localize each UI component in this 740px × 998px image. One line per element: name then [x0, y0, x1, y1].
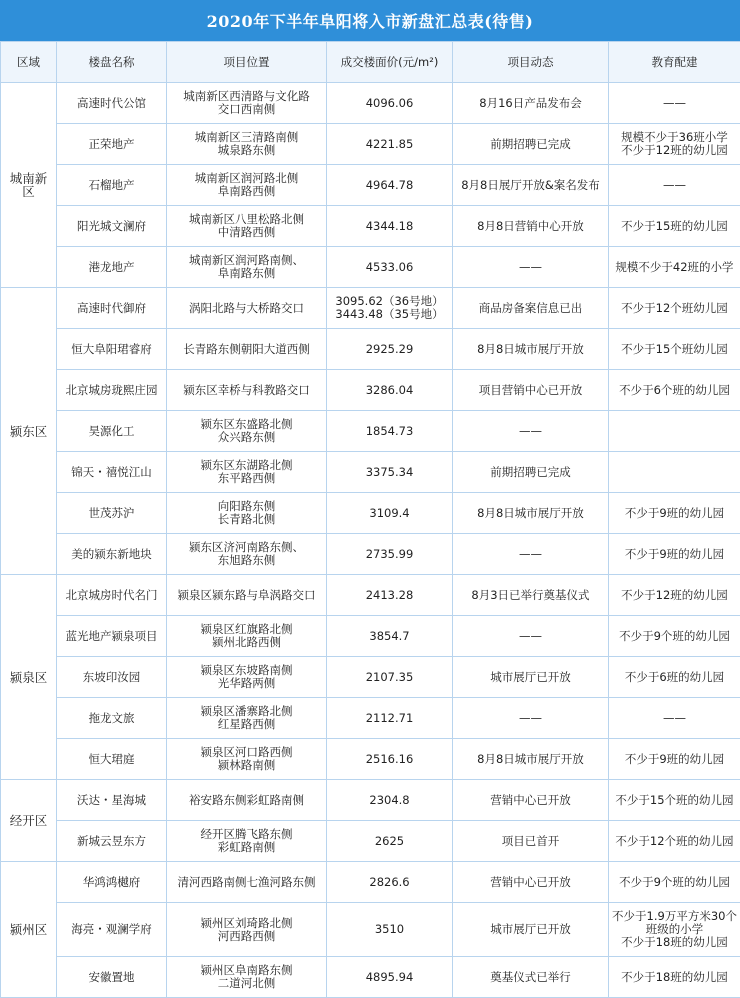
price-cell: 3095.62（36号地） 3443.48（35号地） [327, 288, 453, 329]
location-cell: 裕安路东侧彩虹路南侧 [167, 780, 327, 821]
project-name-cell: 正荣地产 [57, 124, 167, 165]
status-cell: 8月8日城市展厅开放 [453, 493, 609, 534]
status-cell: —— [453, 411, 609, 452]
education-cell: 不少于9班的幼儿园 [609, 534, 740, 575]
status-cell: 城市展厅已开放 [453, 657, 609, 698]
education-cell: —— [609, 83, 740, 124]
table-row [1, 821, 740, 862]
header-status: 项目动态 [453, 42, 609, 83]
table-body [1, 83, 740, 998]
status-cell: —— [453, 247, 609, 288]
status-cell: —— [453, 534, 609, 575]
price-cell: 3854.7 [327, 616, 453, 657]
price-cell: 4533.06 [327, 247, 453, 288]
table-row [1, 288, 740, 329]
district-cell: 颍东区 [1, 288, 57, 575]
education-cell: —— [609, 165, 740, 206]
price-cell: 4221.85 [327, 124, 453, 165]
price-cell: 2826.6 [327, 862, 453, 903]
header-row [1, 42, 740, 83]
project-name-cell: 海亮・观澜学府 [57, 903, 167, 957]
project-name-cell: 阳光城文澜府 [57, 206, 167, 247]
table-row [1, 83, 740, 124]
price-cell: 4895.94 [327, 957, 453, 998]
project-name-cell: 恒大珺庭 [57, 739, 167, 780]
price-cell: 4344.18 [327, 206, 453, 247]
status-cell: 前期招聘已完成 [453, 452, 609, 493]
price-cell: 4096.06 [327, 83, 453, 124]
price-cell: 2107.35 [327, 657, 453, 698]
table-title: 2020年下半年阜阳将入市新盘汇总表(待售) [0, 0, 740, 41]
status-cell: 商品房备案信息已出 [453, 288, 609, 329]
header-district: 区域 [1, 42, 57, 83]
table-row [1, 247, 740, 288]
location-cell: 颍泉区红旗路北侧 颍州北路西侧 [167, 616, 327, 657]
status-cell: 营销中心已开放 [453, 862, 609, 903]
table-row [1, 165, 740, 206]
status-cell: 城市展厅已开放 [453, 903, 609, 957]
table-row [1, 957, 740, 998]
status-cell: 8月16日产品发布会 [453, 83, 609, 124]
table-row [1, 452, 740, 493]
project-name-cell: 石榴地产 [57, 165, 167, 206]
education-cell: 不少于9班的幼儿园 [609, 493, 740, 534]
table-row [1, 780, 740, 821]
location-cell: 颍泉区河口路西侧 颍林路南侧 [167, 739, 327, 780]
status-cell: 项目营销中心已开放 [453, 370, 609, 411]
location-cell: 城南新区西清路与文化路 交口西南侧 [167, 83, 327, 124]
location-cell: 城南新区润河路南侧、 阜南路东侧 [167, 247, 327, 288]
education-cell: 不少于9个班的幼儿园 [609, 862, 740, 903]
project-name-cell: 华鸿鸿樾府 [57, 862, 167, 903]
price-cell: 2413.28 [327, 575, 453, 616]
status-cell: 8月8日城市展厅开放 [453, 329, 609, 370]
education-cell: 不少于15个班的幼儿园 [609, 780, 740, 821]
district-cell: 城南新区 [1, 83, 57, 288]
project-name-cell: 昊源化工 [57, 411, 167, 452]
table-row [1, 411, 740, 452]
table-row [1, 739, 740, 780]
table-row [1, 657, 740, 698]
education-cell: 不少于15班的幼儿园 [609, 206, 740, 247]
price-cell: 2735.99 [327, 534, 453, 575]
location-cell: 经开区腾飞路东侧 彩虹路南侧 [167, 821, 327, 862]
table-row [1, 370, 740, 411]
price-cell: 2516.16 [327, 739, 453, 780]
table-row [1, 616, 740, 657]
status-cell: 8月8日营销中心开放 [453, 206, 609, 247]
header-price: 成交楼面价(元/m²) [327, 42, 453, 83]
table-row [1, 329, 740, 370]
district-cell: 颍州区 [1, 862, 57, 998]
table-row [1, 903, 740, 957]
district-cell: 经开区 [1, 780, 57, 862]
status-cell: —— [453, 698, 609, 739]
project-name-cell: 安徽置地 [57, 957, 167, 998]
education-cell: 不少于9班的幼儿园 [609, 739, 740, 780]
location-cell: 涡阳北路与大桥路交口 [167, 288, 327, 329]
header-name: 楼盘名称 [57, 42, 167, 83]
table-row [1, 493, 740, 534]
price-cell: 2112.71 [327, 698, 453, 739]
price-cell: 3109.4 [327, 493, 453, 534]
table-row [1, 862, 740, 903]
table-row [1, 698, 740, 739]
location-cell: 颍东区东湖路北侧 东平路西侧 [167, 452, 327, 493]
status-cell: 营销中心已开放 [453, 780, 609, 821]
project-name-cell: 港龙地产 [57, 247, 167, 288]
location-cell: 颍州区阜南路东侧 二道河北侧 [167, 957, 327, 998]
status-cell: 8月8日城市展厅开放 [453, 739, 609, 780]
education-cell: 不少于18班的幼儿园 [609, 957, 740, 998]
education-cell: 不少于1.9万平方米30个 班级的小学 不少于18班的幼儿园 [609, 903, 740, 957]
location-cell: 向阳路东侧 长青路北侧 [167, 493, 327, 534]
project-name-cell: 拖龙文旅 [57, 698, 167, 739]
price-cell: 3375.34 [327, 452, 453, 493]
education-cell: 规模不少于42班的小学 [609, 247, 740, 288]
header-education: 教育配建 [609, 42, 740, 83]
price-cell: 4964.78 [327, 165, 453, 206]
status-cell: 8月8日展厅开放&案名发布 [453, 165, 609, 206]
location-cell: 清河西路南侧七渔河路东侧 [167, 862, 327, 903]
location-cell: 颍东区东盛路北侧 众兴路东侧 [167, 411, 327, 452]
location-cell: 城南新区三清路南侧 城泉路东侧 [167, 124, 327, 165]
table-row [1, 124, 740, 165]
status-cell: 奠基仪式已举行 [453, 957, 609, 998]
education-cell: 不少于6个班的幼儿园 [609, 370, 740, 411]
price-cell: 2925.29 [327, 329, 453, 370]
status-cell: —— [453, 616, 609, 657]
project-name-cell: 美的颍东新地块 [57, 534, 167, 575]
education-cell [609, 452, 740, 493]
listing-table [0, 41, 740, 998]
price-cell: 2625 [327, 821, 453, 862]
project-name-cell: 沃达・星海城 [57, 780, 167, 821]
project-name-cell: 高速时代公馆 [57, 83, 167, 124]
table-row [1, 575, 740, 616]
table-row [1, 534, 740, 575]
education-cell: 不少于12个班的幼儿园 [609, 821, 740, 862]
district-cell: 颍泉区 [1, 575, 57, 780]
project-name-cell: 北京城房珑熙庄园 [57, 370, 167, 411]
project-name-cell: 东坡印汝园 [57, 657, 167, 698]
location-cell: 颍泉区颍东路与阜涡路交口 [167, 575, 327, 616]
project-name-cell: 北京城房时代名门 [57, 575, 167, 616]
education-cell: —— [609, 698, 740, 739]
education-cell: 不少于12班的幼儿园 [609, 575, 740, 616]
education-cell: 不少于6班的幼儿园 [609, 657, 740, 698]
education-cell: 规模不少于36班小学 不少于12班的幼儿园 [609, 124, 740, 165]
status-cell: 前期招聘已完成 [453, 124, 609, 165]
price-cell: 3286.04 [327, 370, 453, 411]
location-cell: 城南新区八里松路北侧 中清路西侧 [167, 206, 327, 247]
project-name-cell: 恒大阜阳珺睿府 [57, 329, 167, 370]
price-cell: 2304.8 [327, 780, 453, 821]
project-name-cell: 新城云昱东方 [57, 821, 167, 862]
price-cell: 3510 [327, 903, 453, 957]
status-cell: 项目已首开 [453, 821, 609, 862]
project-name-cell: 世茂苏沪 [57, 493, 167, 534]
education-cell: 不少于12个班幼儿园 [609, 288, 740, 329]
location-cell: 颍东区济河南路东侧、 东旭路东侧 [167, 534, 327, 575]
location-cell: 城南新区润河路北侧 阜南路西侧 [167, 165, 327, 206]
location-cell: 颍泉区东坡路南侧 光华路两侧 [167, 657, 327, 698]
education-cell [609, 411, 740, 452]
location-cell: 颍东区幸桥与科教路交口 [167, 370, 327, 411]
status-cell: 8月3日已举行奠基仪式 [453, 575, 609, 616]
location-cell: 颍泉区潘寨路北侧 红星路西侧 [167, 698, 327, 739]
project-name-cell: 蓝光地产颍泉项目 [57, 616, 167, 657]
education-cell: 不少于15个班幼儿园 [609, 329, 740, 370]
project-name-cell: 锦天・禧悦江山 [57, 452, 167, 493]
location-cell: 颍州区刘琦路北侧 河西路西侧 [167, 903, 327, 957]
price-cell: 1854.73 [327, 411, 453, 452]
project-name-cell: 高速时代御府 [57, 288, 167, 329]
table-row [1, 206, 740, 247]
location-cell: 长青路东侧朝阳大道西侧 [167, 329, 327, 370]
education-cell: 不少于9个班的幼儿园 [609, 616, 740, 657]
header-location: 项目位置 [167, 42, 327, 83]
